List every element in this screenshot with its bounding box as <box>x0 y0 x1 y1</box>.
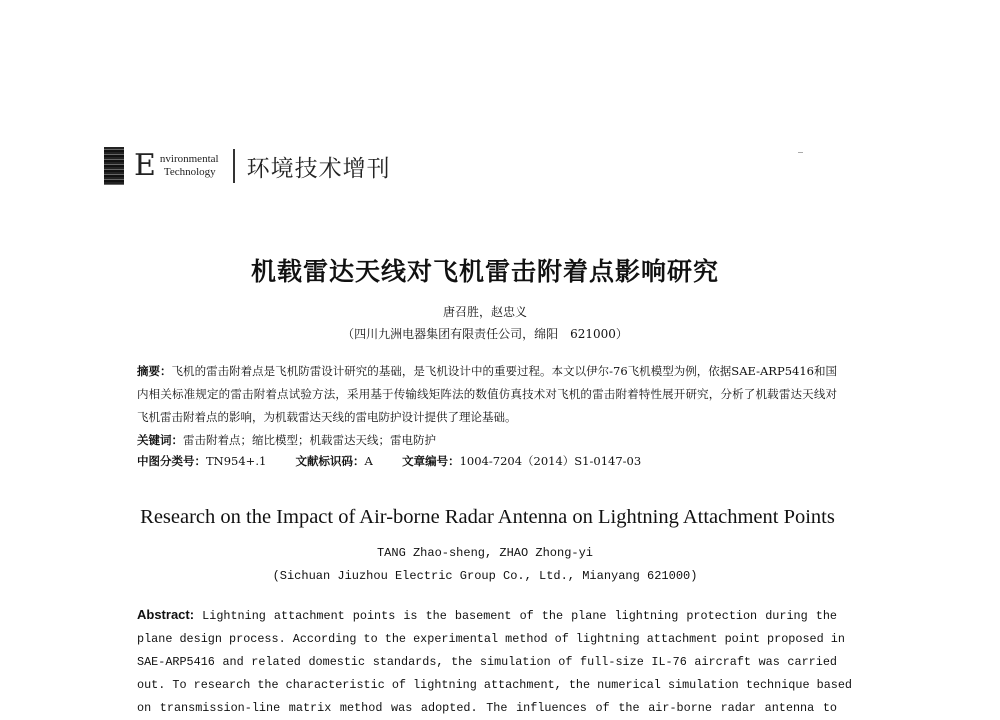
class-value: TN954+.1 <box>206 454 267 468</box>
keywords-label-cn: 关键词： <box>137 433 183 447</box>
class-label: 中图分类号： <box>137 454 206 468</box>
journal-header <box>104 146 391 186</box>
classification-line <box>137 452 837 470</box>
journal-logo-mark <box>104 147 124 185</box>
abstract-en-line: plane design process. According to the experimental method of lightning attachment point proposed in <box>137 632 845 646</box>
abstract-cn <box>137 360 837 429</box>
abstract-label-cn: 摘要： <box>137 364 172 378</box>
article-label: 文章编号： <box>402 454 460 468</box>
logo-word-technology: Technology <box>163 166 216 178</box>
logo-letter: E <box>134 148 156 183</box>
authors-cn: 唐召胜，赵忠义 <box>442 305 527 319</box>
abstract-label-en: Abstract: <box>137 607 195 622</box>
paper-title-cn: 机载雷达天线对飞机雷击附着点影响研究 <box>250 257 719 286</box>
paper-title-en: Research on the Impact of Air-borne Radar Antenna on Lightning Attachment Points <box>140 506 835 528</box>
affiliation-en: (Sichuan Jiuzhou Electric Group Co., Ltd., Mianyang 621000) <box>272 569 698 583</box>
abstract-en-line: out. To research the characteristic of lightning attachment, the numerical simulation technique based <box>137 678 853 692</box>
doc-value: A <box>364 454 373 468</box>
abstract-en-line: on transmission-line matrix method was adopted. The influences of the air-borne radar antenna to <box>137 701 837 715</box>
header-divider <box>233 149 235 183</box>
scan-speck <box>798 152 803 153</box>
article-value: 1004-7204（2014）S1-0147-03 <box>459 454 642 468</box>
abstract-en-line: SAE-ARP5416 and related domestic standards, the simulation of full-size IL-76 aircraft was carried <box>137 655 837 669</box>
abstract-en <box>137 603 853 720</box>
affiliation-cn: （四川九洲电器集团有限责任公司，绵阳 621000） <box>342 327 628 341</box>
logo-word-environmental: nvironmental <box>159 153 219 165</box>
doc-label: 文献标识码： <box>295 454 365 468</box>
keywords-text-cn: 雷击附着点；缩比模型；机载雷达天线；雷电防护 <box>183 433 436 447</box>
journal-title-cn: 环境技术增刊 <box>246 155 391 182</box>
keywords-cn <box>137 431 837 449</box>
logo-words <box>160 153 219 179</box>
abstract-en-line: Abstract: Lightning attachment points is the basement of the plane lightning protection during the <box>137 607 837 623</box>
authors-en: TANG Zhao-sheng, ZHAO Zhong-yi <box>376 546 594 560</box>
abstract-text-cn: 飞机的雷击附着点是飞机防雷设计研究的基础，是飞机设计中的重要过程。本文以伊尔-76飞机模型为例，依据SAE-ARP5416和国内相关标准规定的雷击附着点试验方法，采用基于传输线矩阵法的数值仿真技术对飞机的雷击附着特性展开研究，分析了机载雷达天线对飞机雷击附着点的影响，为机载雷达天线的雷电防护设计提供了理论基础。 <box>137 364 837 424</box>
